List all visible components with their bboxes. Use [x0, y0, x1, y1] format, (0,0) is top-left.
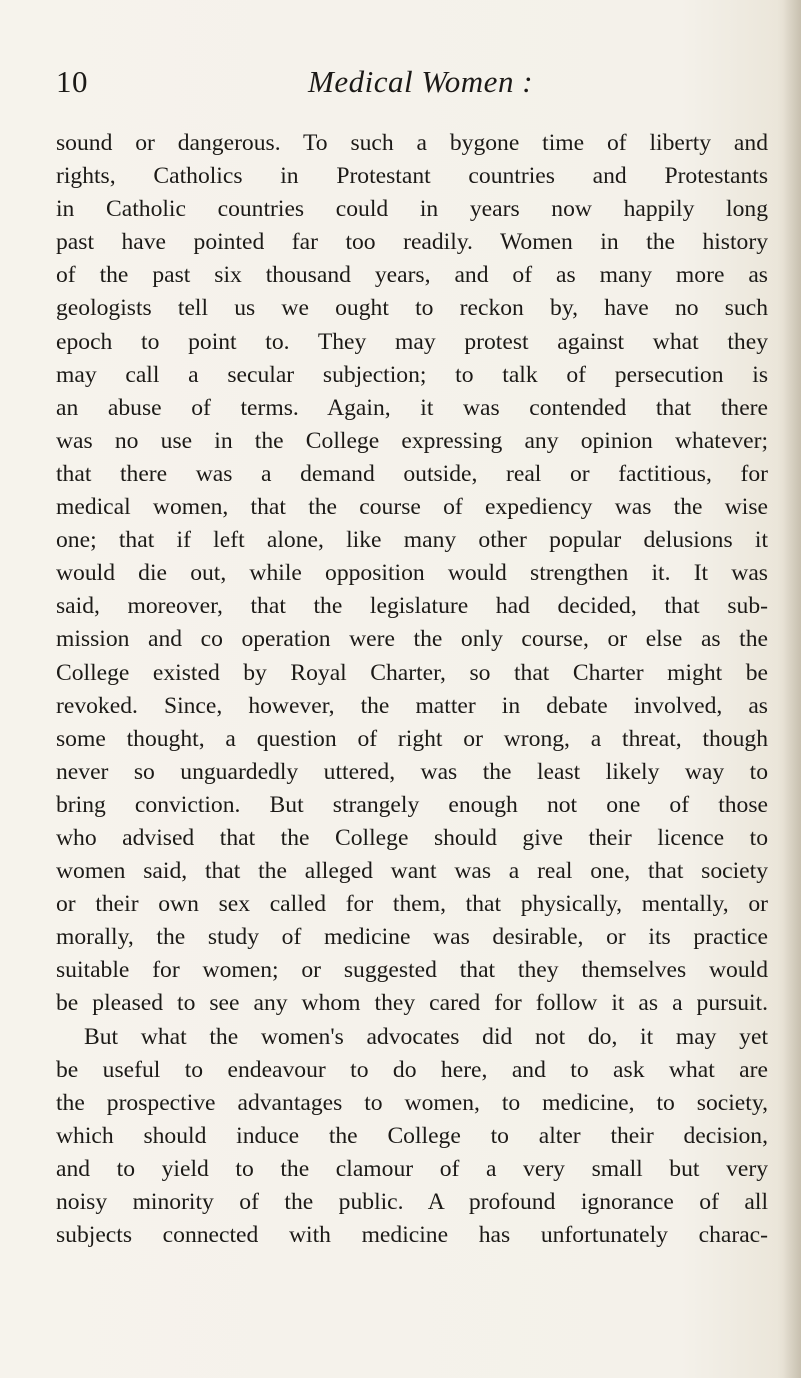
page-number: 10 [56, 64, 88, 99]
text-line: bring conviction. But strangely enough not one of those [56, 791, 768, 818]
page-edge-shadow [783, 0, 801, 1378]
text-line: mission and co operation were the only course, or else as the [56, 626, 768, 653]
text-line: sound or dangerous. To such a bygone time of liberty and [56, 130, 768, 156]
text-line: an abuse of terms. Again, it was contended that there [56, 394, 768, 421]
text-line: would die out, while opposition would strengthen it. It was [56, 560, 768, 587]
text-line: rights, Catholics in Protestant countries and Protestants [56, 163, 768, 190]
text-line: who advised that the College should give their licence to [56, 824, 768, 851]
text-line: was no use in the College expressing any opinion whatever; [56, 427, 768, 454]
text-line: epoch to point to. They may protest against what they [56, 328, 768, 355]
text-line: that there was a demand outside, real or factitious, for [56, 460, 768, 487]
text-line: revoked. Since, however, the matter in debate involved, as [56, 692, 768, 719]
text-line: one; that if left alone, like many other popular delusions it [56, 527, 768, 554]
text-line: medical women, that the course of expediency was the wise [56, 494, 768, 521]
text-line: some thought, a question of right or wrong, a threat, though [56, 725, 768, 752]
text-line: women said, that the alleged want was a real one, that society [56, 858, 768, 885]
text-line: may call a secular subjection; to talk of persecution is [56, 361, 768, 388]
text-line: be pleased to see any whom they cared for follow it as a pursuit. [56, 990, 768, 1017]
text-line: morally, the study of medicine was desirable, or its practice [56, 924, 768, 951]
text-line: subjects connected with medicine has unfortunately charac- [56, 1222, 768, 1249]
running-head [56, 62, 756, 106]
text-line: geologists tell us we ought to reckon by, have no such [56, 295, 768, 322]
text-line: or their own sex called for them, that physically, mentally, or [56, 891, 768, 918]
text-line: never so unguardedly uttered, was the least likely way to [56, 758, 768, 785]
text-line: and to yield to the clamour of a very small but very [56, 1155, 768, 1182]
text-line: the prospective advantages to women, to medicine, to society, [56, 1089, 768, 1116]
text-line: said, moreover, that the legislature had decided, that sub- [56, 593, 768, 620]
text-line: College existed by Royal Charter, so that Charter might be [56, 659, 768, 686]
body-text [56, 127, 768, 1252]
running-title: Medical Women : [308, 64, 534, 99]
text-line: be useful to endeavour to do here, and to ask what are [56, 1056, 768, 1083]
text-line: which should induce the College to alter their decision, [56, 1122, 768, 1149]
text-line: noisy minority of the public. A profound ignorance of all [56, 1189, 768, 1215]
paragraph-start-line: But what the women's advocates did not do, it may yet [84, 1023, 768, 1050]
text-line: of the past six thousand years, and of as many more as [56, 262, 768, 289]
text-line: past have pointed far too readily. Women in the history [56, 229, 768, 256]
text-line: in Catholic countries could in years now happily long [56, 196, 768, 223]
text-line: suitable for women; or suggested that they themselves would [56, 957, 768, 984]
